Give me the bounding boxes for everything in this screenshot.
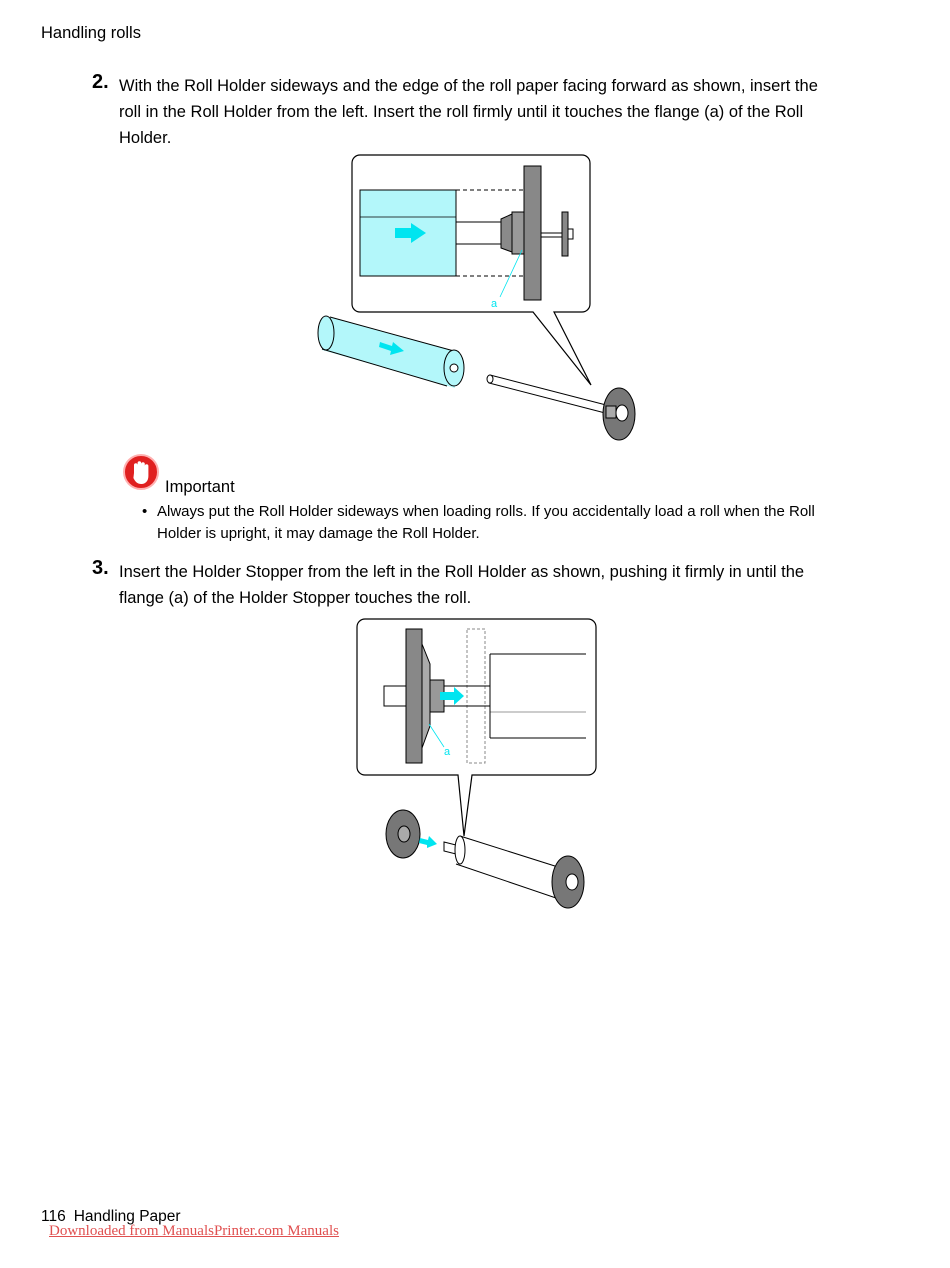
callout-label-a: a — [444, 746, 451, 758]
page-number: 116 — [41, 1208, 66, 1225]
step-number: 2. — [92, 71, 109, 93]
holder-stopper-illustration — [356, 614, 606, 912]
bullet-dot: • — [142, 503, 148, 520]
bullet-text: Always put the Roll Holder sideways when loading rolls. If you accidentally load a roll when the Roll Holder is upright, it may damage the Roll Holder. — [157, 503, 815, 542]
important-title: Important — [165, 478, 235, 496]
important-hand-icon — [122, 453, 160, 491]
callout-label-a: a — [491, 298, 498, 310]
chapter-title: Handling Paper — [73, 1208, 181, 1225]
download-link[interactable]: Downloaded from ManualsPrinter.com Manuals — [49, 1223, 339, 1239]
roll-insert-illustration — [312, 150, 647, 445]
step-text: With the Roll Holder sideways and the edge of the roll paper facing forward as shown, insert the roll in the Roll Holder from the left. Insert the roll firmly until it touches the flange (a) of the Roll Holder. — [119, 77, 818, 147]
step-number: 3. — [92, 557, 109, 579]
step-text: Insert the Holder Stopper from the left in the Roll Holder as shown, pushing it firmly in until the flange (a) of the Holder Stopper touches the roll. — [119, 563, 805, 607]
running-header: Handling rolls — [41, 24, 141, 42]
